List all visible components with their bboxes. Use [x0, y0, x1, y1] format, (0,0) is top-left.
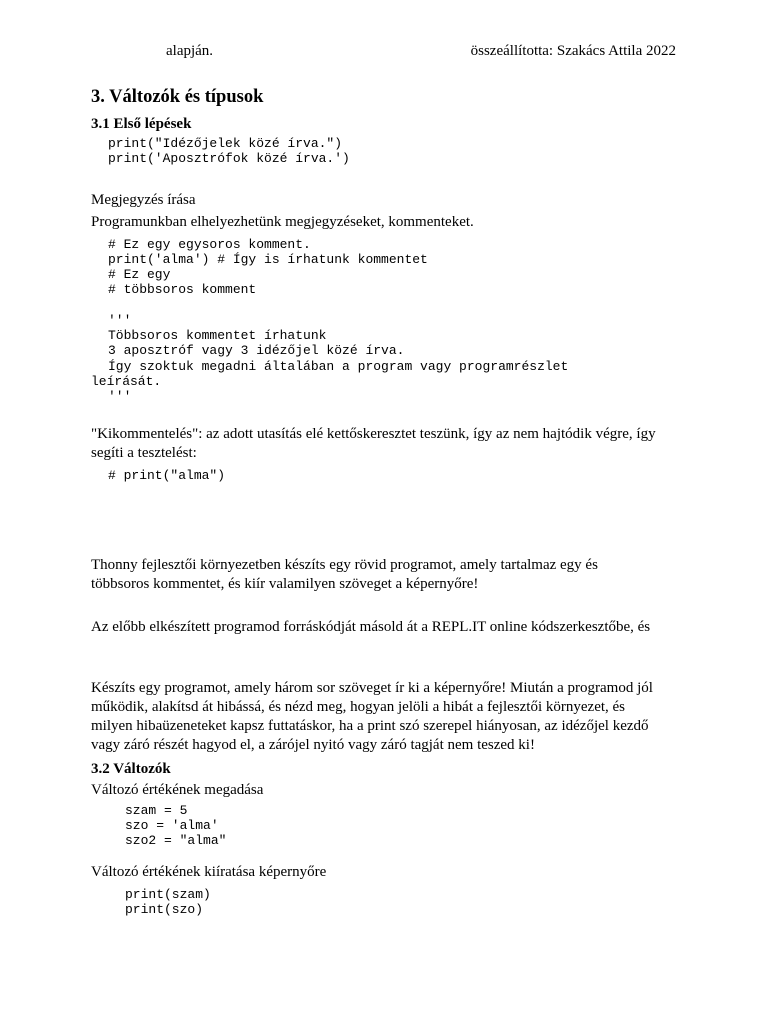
assign-heading: Változó értékének megadása	[91, 781, 264, 798]
header-left-text: alapján.	[166, 43, 214, 59]
code-line: print("Idézőjelek közé írva.")	[108, 136, 343, 151]
kikomment-paragraph-line2: segíti a tesztelést:	[91, 444, 197, 461]
header-right-text: összeállította: Szakács Attila 2022	[470, 43, 676, 59]
code-line: print('alma') # Így is írhatunk kommentet	[108, 251, 428, 267]
code-block-multiline	[91, 313, 681, 405]
code-block-print-vars	[125, 887, 681, 918]
code-line: Így szoktuk megadni általában a program vagy programrészlet	[108, 358, 569, 374]
code-line: # print("alma")	[108, 467, 226, 483]
comment-intro: Programunkban elhelyezhetünk megjegyzéseket, kommenteket.	[91, 213, 474, 230]
code-line: 3 aposztróf vagy 3 idézőjel közé írva.	[108, 343, 405, 359]
code-line: print(szo)	[125, 902, 204, 918]
section-title: 3. Változók és típusok	[91, 87, 264, 107]
code-line: print(szam)	[125, 886, 211, 902]
task-replit: Az előbb elkészített programod forráskódját másold át a REPL.IT online kódszerkesztőbe, és	[91, 618, 651, 635]
comment-heading: Megjegyzés írása	[91, 191, 196, 208]
code-line: # többsoros komment	[108, 282, 257, 298]
code-line: Többsoros kommentet írhatunk	[108, 328, 327, 344]
subsection-title-variables: 3.2 Változók	[91, 760, 171, 777]
task-errors-line2: működik, alakítsd át hibássá, és nézd meg, hogyan jelöli a hibát a fejlesztői környezet, és	[91, 698, 626, 715]
code-line: # Ez egy egysoros komment.	[108, 236, 311, 252]
task-thonny-line2: többsoros kommentet, és kiír valamilyen szöveget a képernyőre!	[91, 575, 479, 592]
subsection-title-first-steps: 3.1 Első lépések	[91, 116, 192, 132]
kikomment-paragraph-line1: "Kikommentelés": az adott utasítás elé kettőskeresztet teszünk, így az nem hajtódik végre, így	[91, 425, 656, 442]
code-line-wrap: leírását.	[91, 373, 162, 389]
code-block-print	[108, 136, 681, 167]
task-errors-line3: milyen hibaüzeneteket kapsz futtatáskor, ha a print szó szerepel hiányosan, az idézőjel kezdő	[91, 717, 649, 734]
print-vars-heading: Változó értékének kiíratása képernyőre	[91, 863, 327, 880]
code-line: szo2 = "alma"	[125, 833, 227, 849]
code-line: szo = 'alma'	[125, 818, 219, 834]
task-errors-line1: Készíts egy programot, amely három sor szöveget ír ki a képernyőre! Miután a programod jól	[91, 679, 653, 696]
code-line: print('Aposztrófok közé írva.')	[108, 151, 350, 167]
code-line: # Ez egy	[108, 267, 171, 283]
code-line: '''	[108, 389, 132, 405]
task-thonny-line1: Thonny fejlesztői környezetben készíts egy rövid programot, amely tartalmaz egy és	[91, 556, 598, 573]
code-line: szam = 5	[125, 802, 188, 818]
task-errors-line4: vagy záró részét hagyod el, a zárójel nyitó vagy záró tagját nem teszed ki!	[91, 736, 535, 753]
page-content	[91, 86, 681, 917]
code-block-comments	[108, 237, 681, 298]
code-line: '''	[108, 312, 132, 328]
code-block-kikomment	[108, 468, 681, 483]
code-block-assign	[125, 803, 681, 849]
